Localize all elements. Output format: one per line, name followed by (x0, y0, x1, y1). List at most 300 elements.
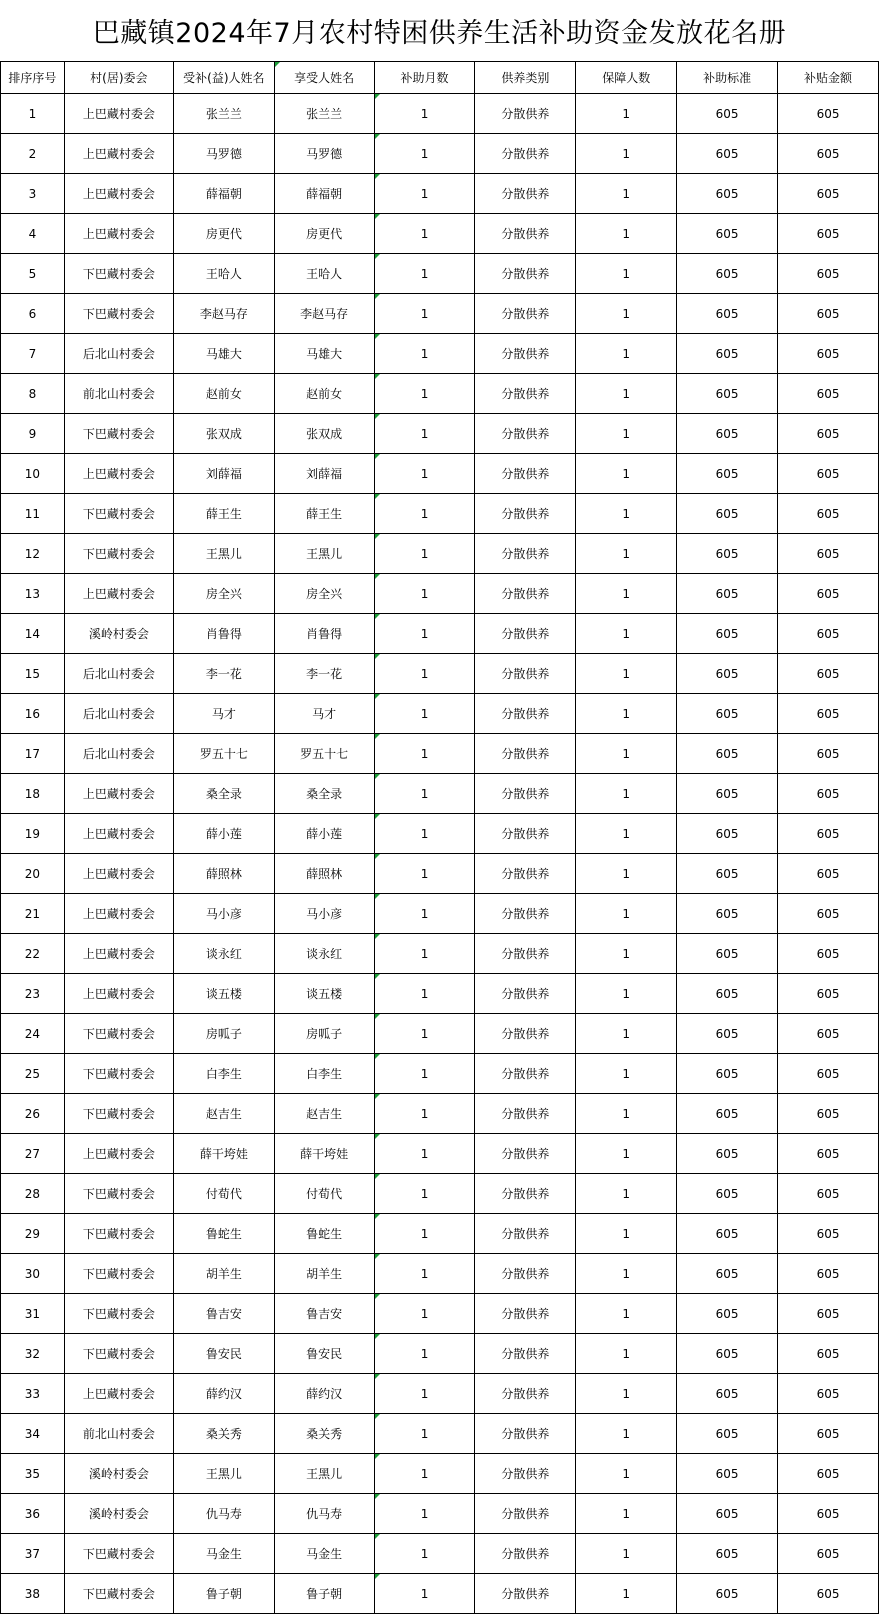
cell-recipient: 鲁蛇生 (173, 1214, 274, 1254)
cell-recipient: 赵前女 (173, 374, 274, 414)
cell-standard: 605 (677, 1134, 778, 1174)
table-row (1, 934, 879, 974)
table-row (1, 374, 879, 414)
cell-beneficiary: 马才 (274, 694, 374, 734)
cell-index: 17 (1, 734, 65, 774)
cell-beneficiary: 鲁子朝 (274, 1574, 374, 1614)
cell-months: 1 (374, 1414, 475, 1454)
cell-village: 上巴藏村委会 (64, 94, 173, 134)
cell-covered-persons: 1 (576, 734, 677, 774)
cell-standard: 605 (677, 894, 778, 934)
column-header-village: 村(居)委会 (64, 62, 173, 94)
cell-beneficiary: 马金生 (274, 1534, 374, 1574)
cell-months: 1 (374, 734, 475, 774)
cell-village: 上巴藏村委会 (64, 454, 173, 494)
cell-amount: 605 (778, 574, 879, 614)
cell-covered-persons: 1 (576, 334, 677, 374)
cell-amount: 605 (778, 1334, 879, 1374)
cell-index: 7 (1, 334, 65, 374)
table-row (1, 94, 879, 134)
cell-months: 1 (374, 814, 475, 854)
cell-support-type: 分散供养 (475, 694, 576, 734)
cell-beneficiary: 薛王生 (274, 494, 374, 534)
cell-standard: 605 (677, 574, 778, 614)
cell-village: 下巴藏村委会 (64, 1054, 173, 1094)
cell-amount: 605 (778, 1134, 879, 1174)
cell-village: 下巴藏村委会 (64, 1254, 173, 1294)
cell-beneficiary: 王黑儿 (274, 534, 374, 574)
cell-recipient: 马小彦 (173, 894, 274, 934)
table-row (1, 1574, 879, 1614)
cell-covered-persons: 1 (576, 214, 677, 254)
cell-standard: 605 (677, 374, 778, 414)
cell-support-type: 分散供养 (475, 934, 576, 974)
table-row (1, 534, 879, 574)
cell-covered-persons: 1 (576, 454, 677, 494)
cell-amount: 605 (778, 974, 879, 1014)
cell-months: 1 (374, 1054, 475, 1094)
cell-covered-persons: 1 (576, 774, 677, 814)
cell-standard: 605 (677, 174, 778, 214)
column-header-recipient: 受补(益)人姓名 (173, 62, 274, 94)
cell-standard: 605 (677, 534, 778, 574)
cell-village: 后北山村委会 (64, 694, 173, 734)
cell-village: 下巴藏村委会 (64, 1214, 173, 1254)
cell-covered-persons: 1 (576, 1174, 677, 1214)
cell-months: 1 (374, 934, 475, 974)
cell-beneficiary: 谈五楼 (274, 974, 374, 1014)
cell-beneficiary: 刘薛福 (274, 454, 374, 494)
cell-index: 14 (1, 614, 65, 654)
cell-support-type: 分散供养 (475, 1414, 576, 1454)
cell-village: 上巴藏村委会 (64, 934, 173, 974)
cell-beneficiary: 薛照林 (274, 854, 374, 894)
cell-village: 下巴藏村委会 (64, 494, 173, 534)
cell-index: 37 (1, 1534, 65, 1574)
cell-standard: 605 (677, 134, 778, 174)
cell-standard: 605 (677, 774, 778, 814)
cell-support-type: 分散供养 (475, 814, 576, 854)
cell-beneficiary: 赵吉生 (274, 1094, 374, 1134)
table-row (1, 1374, 879, 1414)
table-row (1, 1494, 879, 1534)
cell-standard: 605 (677, 1454, 778, 1494)
cell-support-type: 分散供养 (475, 1094, 576, 1134)
cell-recipient: 薛约汉 (173, 1374, 274, 1414)
cell-support-type: 分散供养 (475, 894, 576, 934)
cell-covered-persons: 1 (576, 1494, 677, 1534)
cell-months: 1 (374, 1334, 475, 1374)
cell-village: 上巴藏村委会 (64, 134, 173, 174)
roster-table (0, 61, 879, 1614)
cell-support-type: 分散供养 (475, 534, 576, 574)
cell-standard: 605 (677, 814, 778, 854)
cell-beneficiary: 赵前女 (274, 374, 374, 414)
cell-amount: 605 (778, 254, 879, 294)
cell-beneficiary: 桑关秀 (274, 1414, 374, 1454)
cell-index: 3 (1, 174, 65, 214)
cell-index: 30 (1, 1254, 65, 1294)
table-row (1, 1534, 879, 1574)
cell-village: 下巴藏村委会 (64, 1534, 173, 1574)
cell-standard: 605 (677, 1094, 778, 1134)
cell-index: 23 (1, 974, 65, 1014)
cell-village: 下巴藏村委会 (64, 254, 173, 294)
column-header-support-type: 供养类别 (475, 62, 576, 94)
cell-recipient: 房全兴 (173, 574, 274, 614)
table-row (1, 854, 879, 894)
cell-covered-persons: 1 (576, 654, 677, 694)
cell-village: 下巴藏村委会 (64, 294, 173, 334)
cell-recipient: 赵吉生 (173, 1094, 274, 1134)
cell-covered-persons: 1 (576, 1214, 677, 1254)
cell-covered-persons: 1 (576, 1334, 677, 1374)
cell-standard: 605 (677, 1494, 778, 1534)
cell-index: 13 (1, 574, 65, 614)
cell-index: 19 (1, 814, 65, 854)
cell-standard: 605 (677, 974, 778, 1014)
cell-recipient: 马雄大 (173, 334, 274, 374)
cell-amount: 605 (778, 1214, 879, 1254)
table-row (1, 454, 879, 494)
cell-index: 9 (1, 414, 65, 454)
cell-covered-persons: 1 (576, 1534, 677, 1574)
cell-amount: 605 (778, 1054, 879, 1094)
cell-months: 1 (374, 334, 475, 374)
cell-support-type: 分散供养 (475, 94, 576, 134)
cell-recipient: 薛王生 (173, 494, 274, 534)
cell-index: 36 (1, 1494, 65, 1534)
cell-covered-persons: 1 (576, 974, 677, 1014)
cell-index: 5 (1, 254, 65, 294)
cell-index: 24 (1, 1014, 65, 1054)
cell-months: 1 (374, 1014, 475, 1054)
cell-support-type: 分散供养 (475, 574, 576, 614)
cell-village: 上巴藏村委会 (64, 974, 173, 1014)
cell-beneficiary: 房全兴 (274, 574, 374, 614)
cell-beneficiary: 王哈人 (274, 254, 374, 294)
table-row (1, 1294, 879, 1334)
cell-amount: 605 (778, 174, 879, 214)
cell-beneficiary: 仇马寿 (274, 1494, 374, 1534)
cell-months: 1 (374, 574, 475, 614)
cell-index: 31 (1, 1294, 65, 1334)
cell-standard: 605 (677, 1054, 778, 1094)
cell-covered-persons: 1 (576, 374, 677, 414)
cell-recipient: 薛福朝 (173, 174, 274, 214)
cell-covered-persons: 1 (576, 134, 677, 174)
cell-covered-persons: 1 (576, 534, 677, 574)
cell-amount: 605 (778, 534, 879, 574)
cell-village: 前北山村委会 (64, 1414, 173, 1454)
table-row (1, 1414, 879, 1454)
cell-recipient: 王黑儿 (173, 1454, 274, 1494)
cell-support-type: 分散供养 (475, 494, 576, 534)
cell-standard: 605 (677, 934, 778, 974)
cell-index: 8 (1, 374, 65, 414)
cell-support-type: 分散供养 (475, 1374, 576, 1414)
cell-village: 溪岭村委会 (64, 1454, 173, 1494)
cell-amount: 605 (778, 774, 879, 814)
cell-amount: 605 (778, 1094, 879, 1134)
cell-village: 后北山村委会 (64, 734, 173, 774)
table-row (1, 254, 879, 294)
cell-standard: 605 (677, 214, 778, 254)
cell-amount: 605 (778, 454, 879, 494)
cell-beneficiary: 薛小莲 (274, 814, 374, 854)
cell-index: 1 (1, 94, 65, 134)
cell-amount: 605 (778, 1454, 879, 1494)
cell-covered-persons: 1 (576, 254, 677, 294)
cell-months: 1 (374, 1534, 475, 1574)
column-header-standard: 补助标准 (677, 62, 778, 94)
cell-index: 26 (1, 1094, 65, 1134)
cell-months: 1 (374, 454, 475, 494)
cell-village: 下巴藏村委会 (64, 414, 173, 454)
cell-months: 1 (374, 534, 475, 574)
cell-covered-persons: 1 (576, 1574, 677, 1614)
cell-support-type: 分散供养 (475, 134, 576, 174)
cell-standard: 605 (677, 1414, 778, 1454)
cell-recipient: 李一花 (173, 654, 274, 694)
cell-covered-persons: 1 (576, 414, 677, 454)
table-row (1, 974, 879, 1014)
table-row (1, 1254, 879, 1294)
cell-support-type: 分散供养 (475, 974, 576, 1014)
cell-recipient: 马金生 (173, 1534, 274, 1574)
cell-amount: 605 (778, 694, 879, 734)
cell-standard: 605 (677, 694, 778, 734)
cell-support-type: 分散供养 (475, 1334, 576, 1374)
cell-support-type: 分散供养 (475, 294, 576, 334)
cell-index: 18 (1, 774, 65, 814)
cell-index: 20 (1, 854, 65, 894)
cell-beneficiary: 付荀代 (274, 1174, 374, 1214)
cell-beneficiary: 鲁蛇生 (274, 1214, 374, 1254)
cell-months: 1 (374, 294, 475, 334)
header-row (1, 62, 879, 94)
cell-support-type: 分散供养 (475, 374, 576, 414)
cell-recipient: 白李生 (173, 1054, 274, 1094)
cell-recipient: 仇马寿 (173, 1494, 274, 1534)
cell-beneficiary: 马罗德 (274, 134, 374, 174)
cell-index: 21 (1, 894, 65, 934)
cell-beneficiary: 薛福朝 (274, 174, 374, 214)
cell-standard: 605 (677, 1174, 778, 1214)
cell-recipient: 薛照林 (173, 854, 274, 894)
cell-village: 下巴藏村委会 (64, 1014, 173, 1054)
cell-support-type: 分散供养 (475, 774, 576, 814)
cell-covered-persons: 1 (576, 1294, 677, 1334)
cell-recipient: 马才 (173, 694, 274, 734)
cell-support-type: 分散供养 (475, 1574, 576, 1614)
cell-village: 溪岭村委会 (64, 614, 173, 654)
cell-support-type: 分散供养 (475, 254, 576, 294)
cell-recipient: 王哈人 (173, 254, 274, 294)
cell-amount: 605 (778, 94, 879, 134)
table-row (1, 574, 879, 614)
cell-beneficiary: 白李生 (274, 1054, 374, 1094)
table-row (1, 1334, 879, 1374)
cell-amount: 605 (778, 1014, 879, 1054)
cell-covered-persons: 1 (576, 854, 677, 894)
cell-recipient: 马罗德 (173, 134, 274, 174)
cell-village: 下巴藏村委会 (64, 1094, 173, 1134)
cell-covered-persons: 1 (576, 1254, 677, 1294)
cell-village: 下巴藏村委会 (64, 1334, 173, 1374)
table-row (1, 1094, 879, 1134)
cell-months: 1 (374, 134, 475, 174)
cell-beneficiary: 鲁吉安 (274, 1294, 374, 1334)
cell-amount: 605 (778, 374, 879, 414)
table-row (1, 894, 879, 934)
cell-index: 16 (1, 694, 65, 734)
cell-amount: 605 (778, 1494, 879, 1534)
cell-standard: 605 (677, 414, 778, 454)
cell-standard: 605 (677, 734, 778, 774)
cell-covered-persons: 1 (576, 1454, 677, 1494)
cell-months: 1 (374, 1374, 475, 1414)
cell-support-type: 分散供养 (475, 1494, 576, 1534)
cell-recipient: 张兰兰 (173, 94, 274, 134)
cell-support-type: 分散供养 (475, 454, 576, 494)
cell-village: 上巴藏村委会 (64, 214, 173, 254)
table-row (1, 334, 879, 374)
cell-village: 上巴藏村委会 (64, 894, 173, 934)
cell-index: 38 (1, 1574, 65, 1614)
cell-beneficiary: 鲁安民 (274, 1334, 374, 1374)
cell-months: 1 (374, 1294, 475, 1334)
cell-covered-persons: 1 (576, 1094, 677, 1134)
cell-index: 11 (1, 494, 65, 534)
cell-index: 29 (1, 1214, 65, 1254)
cell-village: 上巴藏村委会 (64, 1134, 173, 1174)
cell-village: 下巴藏村委会 (64, 1574, 173, 1614)
cell-beneficiary: 李一花 (274, 654, 374, 694)
cell-months: 1 (374, 1254, 475, 1294)
cell-support-type: 分散供养 (475, 1134, 576, 1174)
cell-amount: 605 (778, 494, 879, 534)
cell-amount: 605 (778, 414, 879, 454)
table-row (1, 694, 879, 734)
cell-village: 上巴藏村委会 (64, 174, 173, 214)
cell-amount: 605 (778, 854, 879, 894)
cell-beneficiary: 谈永红 (274, 934, 374, 974)
cell-support-type: 分散供养 (475, 854, 576, 894)
table-body (1, 94, 879, 1614)
cell-village: 下巴藏村委会 (64, 1174, 173, 1214)
cell-covered-persons: 1 (576, 1014, 677, 1054)
cell-amount: 605 (778, 134, 879, 174)
cell-index: 12 (1, 534, 65, 574)
cell-covered-persons: 1 (576, 1054, 677, 1094)
cell-index: 25 (1, 1054, 65, 1094)
cell-index: 4 (1, 214, 65, 254)
cell-months: 1 (374, 1454, 475, 1494)
cell-amount: 605 (778, 1254, 879, 1294)
table-row (1, 174, 879, 214)
cell-recipient: 鲁安民 (173, 1334, 274, 1374)
cell-standard: 605 (677, 254, 778, 294)
cell-index: 35 (1, 1454, 65, 1494)
cell-standard: 605 (677, 494, 778, 534)
cell-amount: 605 (778, 1574, 879, 1614)
cell-village: 上巴藏村委会 (64, 1374, 173, 1414)
cell-covered-persons: 1 (576, 694, 677, 734)
cell-index: 22 (1, 934, 65, 974)
cell-months: 1 (374, 254, 475, 294)
cell-months: 1 (374, 414, 475, 454)
cell-amount: 605 (778, 614, 879, 654)
cell-beneficiary: 张兰兰 (274, 94, 374, 134)
cell-village: 下巴藏村委会 (64, 534, 173, 574)
cell-recipient: 胡羊生 (173, 1254, 274, 1294)
cell-recipient: 薛干垮娃 (173, 1134, 274, 1174)
cell-months: 1 (374, 614, 475, 654)
cell-beneficiary: 薛约汉 (274, 1374, 374, 1414)
cell-recipient: 李赵马存 (173, 294, 274, 334)
table-row (1, 294, 879, 334)
cell-months: 1 (374, 174, 475, 214)
cell-months: 1 (374, 1134, 475, 1174)
cell-amount: 605 (778, 654, 879, 694)
cell-beneficiary: 李赵马存 (274, 294, 374, 334)
cell-months: 1 (374, 854, 475, 894)
column-header-covered-persons: 保障人数 (576, 62, 677, 94)
table-row (1, 734, 879, 774)
cell-amount: 605 (778, 214, 879, 254)
cell-recipient: 鲁子朝 (173, 1574, 274, 1614)
cell-standard: 605 (677, 94, 778, 134)
cell-amount: 605 (778, 1374, 879, 1414)
cell-support-type: 分散供养 (475, 654, 576, 694)
cell-beneficiary: 马小彦 (274, 894, 374, 934)
cell-support-type: 分散供养 (475, 1014, 576, 1054)
cell-beneficiary: 张双成 (274, 414, 374, 454)
cell-standard: 605 (677, 1014, 778, 1054)
page-title: 巴藏镇2024年7月农村特困供养生活补助资金发放花名册 (92, 17, 787, 49)
cell-standard: 605 (677, 854, 778, 894)
cell-support-type: 分散供养 (475, 1054, 576, 1094)
cell-village: 溪岭村委会 (64, 1494, 173, 1534)
cell-covered-persons: 1 (576, 94, 677, 134)
table-row (1, 1014, 879, 1054)
cell-months: 1 (374, 1494, 475, 1534)
cell-village: 后北山村委会 (64, 334, 173, 374)
cell-beneficiary: 肖鲁得 (274, 614, 374, 654)
cell-recipient: 肖鲁得 (173, 614, 274, 654)
cell-recipient: 房呱子 (173, 1014, 274, 1054)
cell-index: 2 (1, 134, 65, 174)
column-header-index: 排序序号 (1, 62, 65, 94)
cell-recipient: 房更代 (173, 214, 274, 254)
cell-recipient: 薛小莲 (173, 814, 274, 854)
cell-recipient: 刘薛福 (173, 454, 274, 494)
cell-standard: 605 (677, 334, 778, 374)
table-row (1, 774, 879, 814)
cell-standard: 605 (677, 1294, 778, 1334)
cell-beneficiary: 房呱子 (274, 1014, 374, 1054)
table-row (1, 414, 879, 454)
cell-months: 1 (374, 654, 475, 694)
cell-months: 1 (374, 694, 475, 734)
cell-beneficiary: 王黑儿 (274, 1454, 374, 1494)
cell-amount: 605 (778, 294, 879, 334)
cell-index: 27 (1, 1134, 65, 1174)
cell-recipient: 桑全录 (173, 774, 274, 814)
cell-village: 下巴藏村委会 (64, 1294, 173, 1334)
table-row (1, 1054, 879, 1094)
